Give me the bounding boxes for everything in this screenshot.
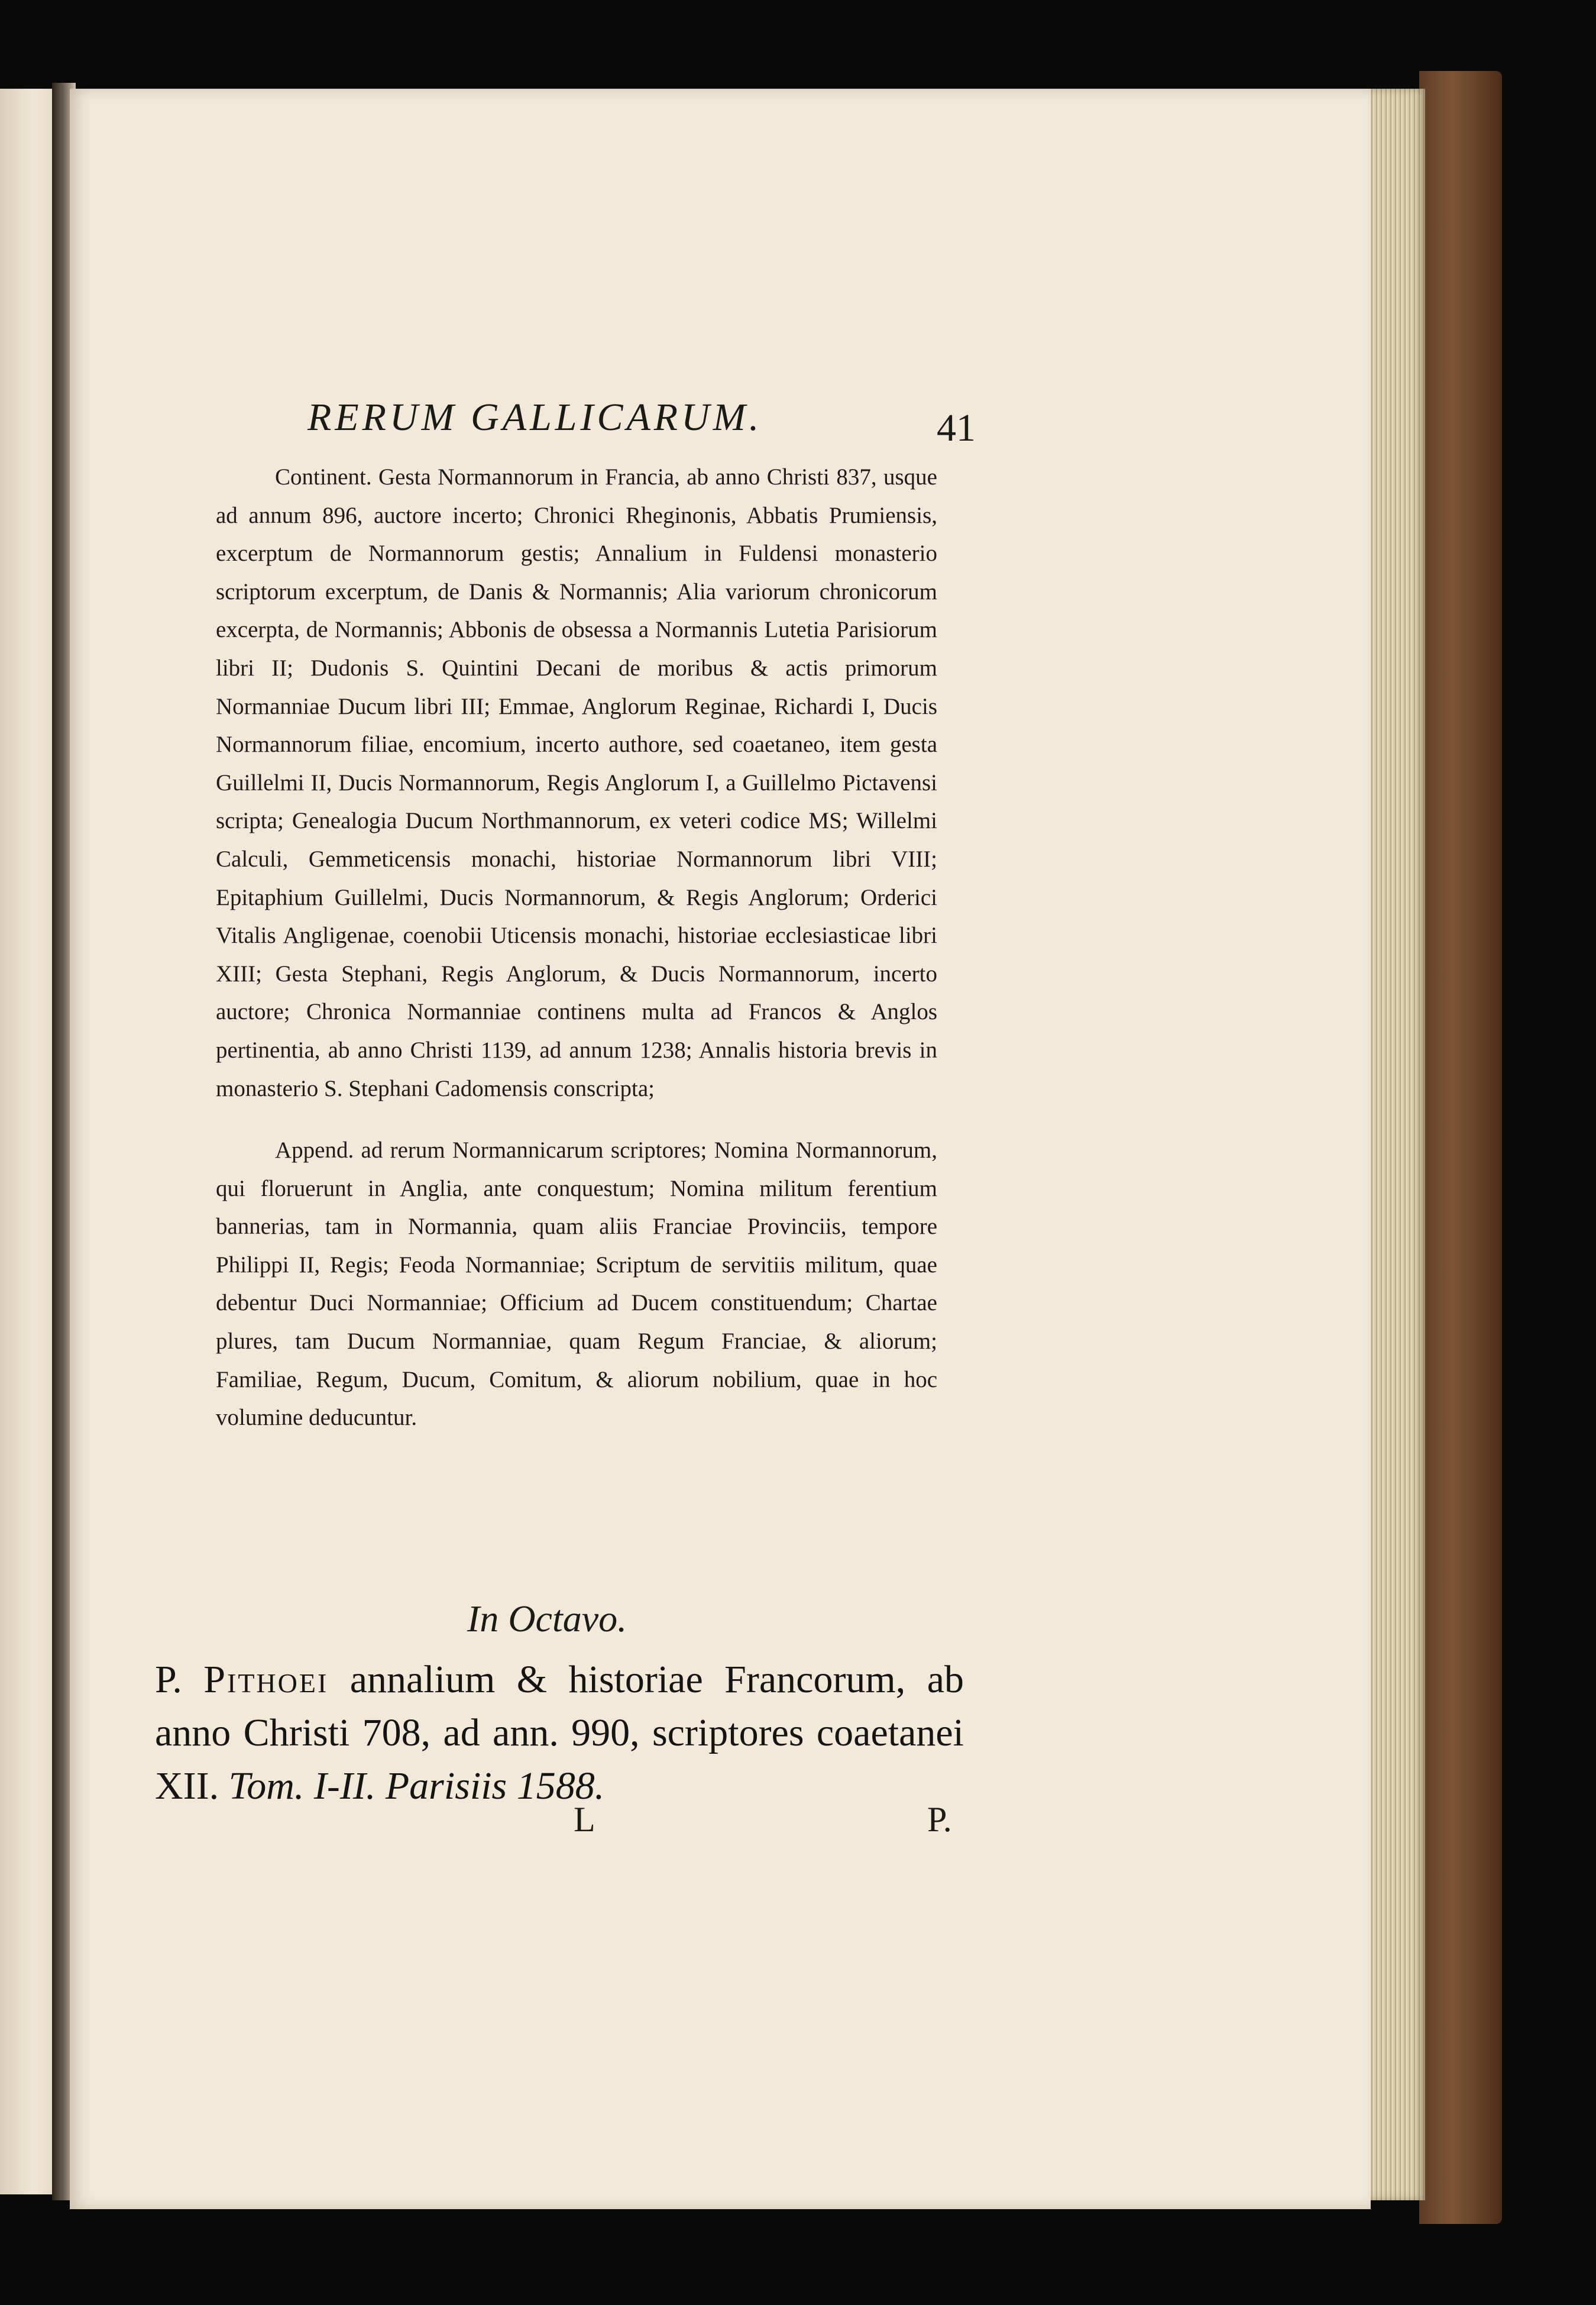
entry-text: annalium & historiae Francorum, ab anno Christi 708, ad ann. 990, scriptores coaetanei XII. [155, 1658, 964, 1808]
page-header [307, 395, 976, 448]
volume-info: Tom. I-II. [228, 1764, 376, 1808]
book-cover [1419, 71, 1502, 2224]
section-heading: In Octavo. [467, 1598, 627, 1640]
contents-paragraph: Continent. Gesta Normannorum in Francia, ab anno Christi 837, usque ad annum 896, auctore incerto; Chronici Rheginonis, Abbatis Prumiensis, excerptum de Normannorum gestis; Annalium in Fuldensi monasterio scriptorum excerptum, de Danis & Normannis; Alia variorum chronicorum excerpta, de Normannis; Abbonis de obsessa a Normannis Lutetia Parisiorum libri II; Dudonis S. Quintini Decani de moribus & actis primorum Normanniae Ducum libri III; Emmae, Anglorum Reginae, Richardi I, Ducis Normannorum filiae, encomium, incerto authore, sed coaetaneo, item gesta Guillelmi II, Ducis Normannorum, Regis Anglorum I, a Guillelmo Pictavensi scripta; Genealogia Ducum Northmannorum, ex veteri codice MS; Willelmi Calculi, Gemmeticensis monachi, historiae Normannorum libri VIII; Epitaphium Guillelmi, Ducis Normannorum, & Regis Anglorum; Orderici Vitalis Angligenae, coenobii Uticensis monachi, historiae ecclesiasticae libri XIII; Gesta Stephani, Regis Anglorum, & Ducis Normannorum, incerto auctore; Chronica Normanniae continens multa ad Francos & Anglos pertinentia, ab anno Christi 1139, ad annum 1238; Annalis historia brevis in monasterio S. Stephani Cadomensis conscripta; [216, 464, 937, 1101]
facing-page [0, 89, 56, 2194]
catchword: P. [927, 1800, 952, 1839]
running-title: RERUM GALLICARUM. [307, 396, 763, 439]
appendix-paragraph: Append. ad rerum Normannicarum scriptores; Nomina Normannorum, qui floruerunt in Anglia, ante conquestum; Nomina militum ferentium bannerias, tam in Normannia, quam aliis Franciae Provinciis, tempore Philippi II, Regis; Feoda Normanniae; Scriptum de servitiis militum, quae debentur Duci Normanniae; Officium ad Ducem constituendum; Chartae plures, tam Ducum Normanniae, quam Regum Franciae, & aliorum; Familiae, Regum, Ducum, Comitum, & aliorum nobilium, quae in hoc volumine deducuntur. [216, 1137, 937, 1431]
page-number: 41 [937, 406, 976, 450]
author-name: Pithoei [203, 1658, 329, 1701]
imprint: Parisiis 1588. [385, 1764, 605, 1808]
signature-mark: L [574, 1800, 595, 1839]
body-text [216, 458, 937, 1437]
catalog-entry [155, 1653, 964, 1813]
author-initial: P. [155, 1658, 182, 1701]
